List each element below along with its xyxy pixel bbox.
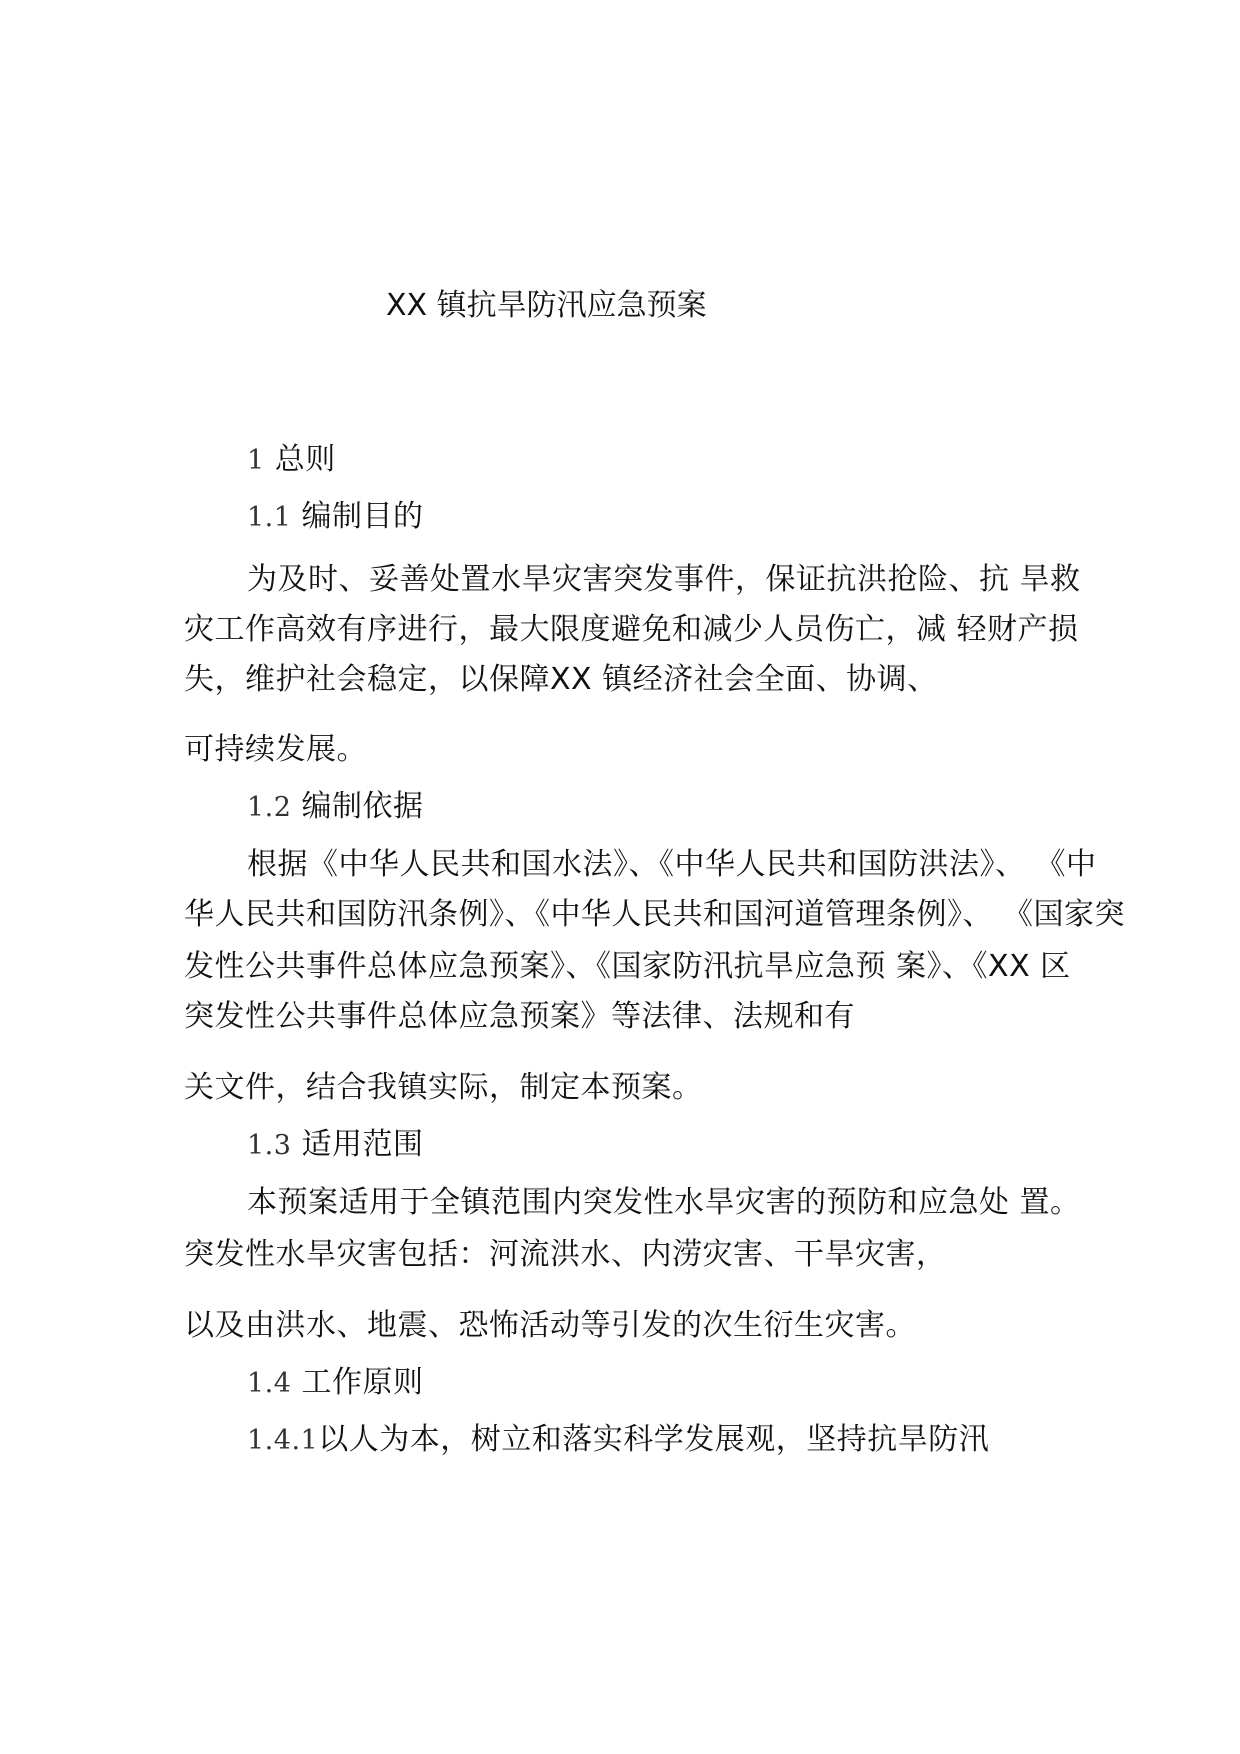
section-number: 1.2: [247, 792, 292, 823]
paragraph-line: 华人民共和国防汛条例》、《中华人民共和国河道管理条例》、 《国家突: [184, 897, 1126, 932]
subsection-heading: [247, 1420, 989, 1461]
paragraph-line: 根据《中华人民共和国水法》、《中华人民共和国防洪法》、 《中: [247, 847, 1097, 882]
section-number: 1.3: [247, 1130, 292, 1161]
section-number: 1.4: [247, 1368, 292, 1399]
section-title: 编制依据: [301, 789, 424, 824]
paragraph-line: 灾工作高效有序进行，最大限度避免和减少人员伤亡，减 轻财产损: [184, 612, 1079, 647]
paragraph-line: 关文件，结合我镇实际，制定本预案。: [184, 1070, 703, 1105]
section-heading: [247, 787, 424, 828]
paragraph-line: 以及由洪水、地震、恐怖活动等引发的次生衍生灾害。: [184, 1308, 916, 1343]
paragraph-line: 失，维护社会稳定，以保障XX 镇经济社会全面、协调、: [184, 662, 938, 697]
paragraph-line: 本预案适用于全镇范围内突发性水旱灾害的预防和应急处 置。: [247, 1185, 1081, 1220]
paragraph-line: 为及时、妥善处置水旱灾害突发事件，保证抗洪抢险、抗 旱救: [247, 562, 1081, 597]
section-heading: [247, 497, 424, 538]
section-number: 1.1: [247, 502, 292, 533]
section-heading: [247, 1363, 424, 1404]
paragraph-line: 可持续发展。: [184, 732, 367, 767]
subsection-number: 1.4.1: [247, 1425, 319, 1456]
section-title: 总则: [274, 442, 336, 477]
paragraph-line: 突发性公共事件总体应急预案》等法律、法规和有: [184, 999, 855, 1034]
paragraph-line: 突发性水旱灾害包括：河流洪水、内涝灾害、干旱灾害，: [184, 1237, 947, 1272]
section-heading: [247, 1125, 424, 1166]
section-title: 编制目的: [301, 499, 424, 534]
section-heading: [247, 440, 336, 481]
document-title: XX 镇抗旱防汛应急预案: [386, 288, 707, 323]
paragraph-line: 发性公共事件总体应急预案》、《国家防汛抗旱应急预 案》、《XX 区: [184, 949, 1071, 984]
section-number: 1: [247, 445, 265, 476]
section-title: 工作原则: [301, 1365, 424, 1400]
section-title: 适用范围: [301, 1127, 424, 1162]
subsection-text: 以人为本，树立和落实科学发展观，坚持抗旱防汛: [318, 1422, 990, 1457]
